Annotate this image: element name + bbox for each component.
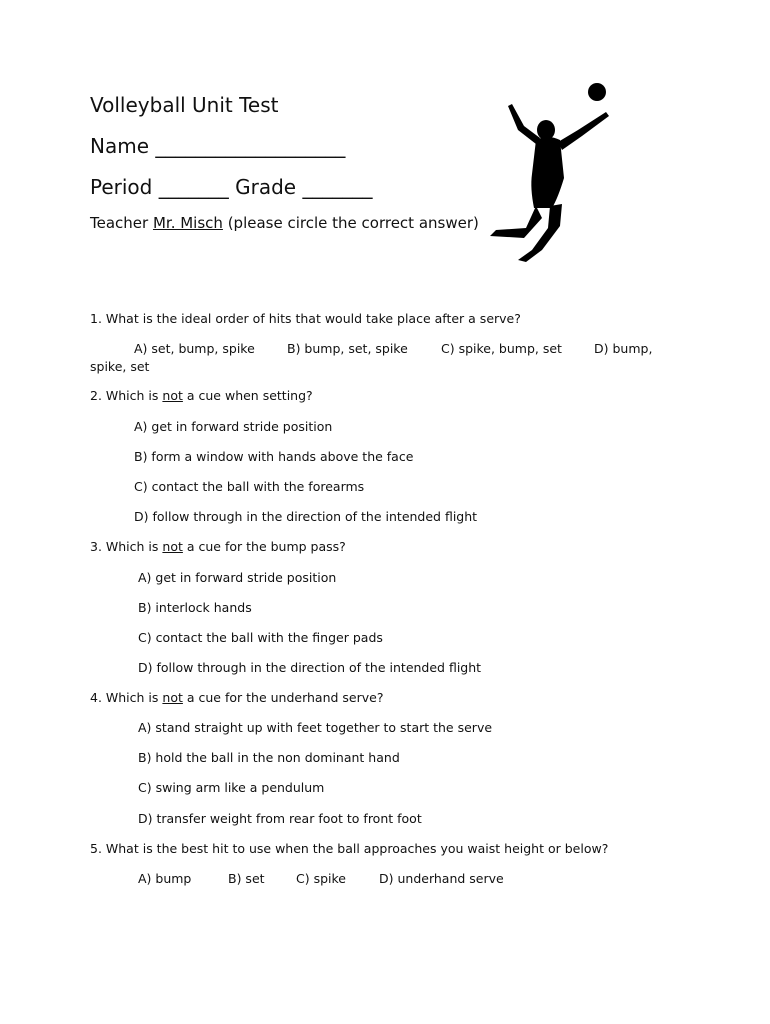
q1-option-b[interactable]: B) bump, set, spike: [287, 341, 408, 356]
question-3-text-start: 3. Which is: [90, 539, 159, 554]
q4-option-d[interactable]: D) transfer weight from rear foot to front foot: [138, 811, 422, 826]
question-5-options: [138, 871, 504, 886]
question-2-text-start: 2. Which is: [90, 388, 159, 403]
q2-option-a[interactable]: A) get in forward stride position: [134, 419, 333, 434]
question-4-text-end: a cue for the underhand serve?: [186, 690, 384, 705]
q4-option-a[interactable]: A) stand straight up with feet together to start the serve: [138, 720, 493, 735]
q3-option-b[interactable]: B) interlock hands: [138, 600, 252, 615]
q2-option-c[interactable]: C) contact the ball with the forearms: [134, 479, 365, 494]
period-grade-line: [90, 175, 372, 199]
question-1-options: [134, 341, 652, 356]
question-4-text-start: 4. Which is: [90, 690, 159, 705]
q2-option-d[interactable]: D) follow through in the direction of the intended flight: [134, 509, 478, 524]
q4-option-c[interactable]: C) swing arm like a pendulum: [138, 780, 325, 795]
teacher-label: Teacher: [90, 214, 149, 232]
q1-option-a[interactable]: A) set, bump, spike: [134, 341, 255, 356]
question-3-text-end: a cue for the bump pass?: [186, 539, 346, 554]
question-5: 5. What is the best hit to use when the ball approaches you waist height or below?: [90, 841, 609, 856]
q2-option-b[interactable]: B) form a window with hands above the face: [134, 449, 414, 464]
q1-option-d[interactable]: D) bump,: [594, 341, 653, 356]
question-2-emphasis: not: [162, 388, 183, 403]
question-3-emphasis: not: [162, 539, 183, 554]
volleyball-player-silhouette-icon: [478, 78, 618, 264]
q3-option-d[interactable]: D) follow through in the direction of the intended flight: [138, 660, 482, 675]
teacher-name: Mr. Misch: [152, 214, 223, 232]
period-field[interactable]: _______: [158, 175, 229, 199]
question-3: [90, 539, 346, 554]
question-1: 1. What is the ideal order of hits that would take place after a serve?: [90, 311, 521, 326]
period-label: Period: [90, 175, 153, 199]
question-2-text-end: a cue when setting?: [186, 388, 313, 403]
teacher-line: [90, 214, 479, 232]
q4-option-b[interactable]: B) hold the ball in the non dominant hand: [138, 750, 400, 765]
q5-option-c[interactable]: C) spike: [296, 871, 346, 886]
name-field[interactable]: Name ___________________: [90, 134, 346, 158]
grade-field[interactable]: _______: [302, 175, 373, 199]
instruction-text: (please circle the correct answer): [227, 214, 479, 232]
question-4: [90, 690, 383, 705]
q5-option-d[interactable]: D) underhand serve: [379, 871, 504, 886]
q5-option-b[interactable]: B) set: [228, 871, 265, 886]
q1-option-d-continued[interactable]: spike, set: [90, 359, 150, 374]
question-4-emphasis: not: [162, 690, 183, 705]
q1-option-c[interactable]: C) spike, bump, set: [441, 341, 562, 356]
q3-option-a[interactable]: A) get in forward stride position: [138, 570, 337, 585]
q3-option-c[interactable]: C) contact the ball with the finger pads: [138, 630, 383, 645]
question-2: [90, 388, 313, 403]
grade-label: Grade: [235, 175, 297, 199]
page-title: Volleyball Unit Test: [90, 93, 279, 117]
q5-option-a[interactable]: A) bump: [138, 871, 192, 886]
